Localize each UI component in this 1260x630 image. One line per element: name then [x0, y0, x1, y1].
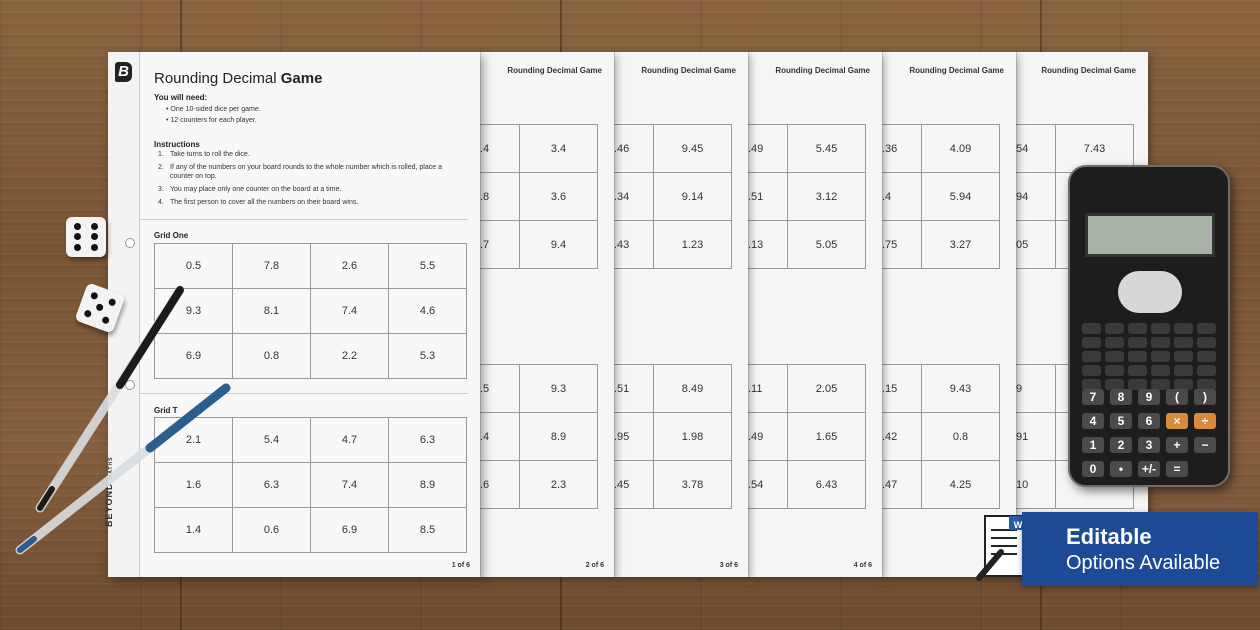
- page-number: 4 of 6: [853, 562, 872, 569]
- grid-cell: .5: [480, 365, 520, 413]
- calculator-function-key[interactable]: [1174, 365, 1193, 376]
- badge-line-2: Options Available: [1066, 552, 1221, 574]
- calculator-key[interactable]: 1: [1082, 437, 1104, 453]
- grid-cell: 8.1: [233, 289, 311, 334]
- table-row: [480, 413, 598, 461]
- list-item: [158, 150, 458, 159]
- grid-cell: 6.43: [788, 461, 866, 509]
- calculator-function-key[interactable]: [1105, 337, 1124, 348]
- table-row: [748, 365, 866, 413]
- list-item: • 12 counters for each player.: [166, 117, 261, 124]
- table-row: [614, 125, 732, 173]
- table-row: [480, 365, 598, 413]
- list-item: [158, 163, 458, 181]
- grid-cell: .49: [748, 125, 788, 173]
- calculator-function-key[interactable]: [1197, 337, 1216, 348]
- calculator-function-key[interactable]: [1082, 351, 1101, 362]
- page-number: 2 of 6: [585, 562, 604, 569]
- calculator-key[interactable]: 9: [1138, 389, 1160, 405]
- table-row: [614, 221, 732, 269]
- step-number: 1.: [158, 151, 164, 158]
- calculator-key[interactable]: 2: [1110, 437, 1132, 453]
- grid-cell: 1.98: [654, 413, 732, 461]
- page-title: [154, 70, 322, 87]
- calculator-key[interactable]: 3: [1138, 437, 1160, 453]
- grid-cell: .51: [614, 365, 654, 413]
- dice-pip: [91, 223, 98, 230]
- grid-cell: 8.5: [389, 508, 467, 553]
- grid-cell: 0.8: [922, 413, 1000, 461]
- grid-cell: 4.25: [922, 461, 1000, 509]
- page-number: 1 of 6: [451, 562, 470, 569]
- sheet-grid-bottom: [881, 364, 1000, 509]
- grid-cell: 2.3: [520, 461, 598, 509]
- grid-cell: 8.49: [654, 365, 732, 413]
- calculator-dpad: [1118, 271, 1182, 313]
- grid-cell: 7.8: [233, 244, 311, 289]
- calculator-function-key[interactable]: [1151, 351, 1170, 362]
- grid-cell: 0.6: [233, 508, 311, 553]
- calculator-key[interactable]: ×: [1166, 413, 1188, 429]
- table-row: [614, 461, 732, 509]
- sheet-grid-top: [881, 124, 1000, 269]
- calculator-function-key[interactable]: [1082, 337, 1101, 348]
- grid-cell: 5.4: [233, 418, 311, 463]
- grid-cell: .46: [614, 125, 654, 173]
- dice: [66, 217, 106, 257]
- calculator-key[interactable]: 6: [1138, 413, 1160, 429]
- grid-cell: 5.94: [922, 173, 1000, 221]
- grid-cell: 8.9: [520, 413, 598, 461]
- calculator-function-key[interactable]: [1174, 337, 1193, 348]
- table-row: [614, 365, 732, 413]
- sheet-title: Rounding Decimal Game: [909, 66, 1004, 75]
- grid-cell: 1.65: [788, 413, 866, 461]
- grid-cell: .4: [882, 173, 922, 221]
- grid-cell: .4: [480, 413, 520, 461]
- punch-hole: [125, 238, 135, 248]
- sheet-title: Rounding Decimal Game: [1041, 66, 1136, 75]
- step-text: The first person to cover all the numbers on their board wins.: [170, 199, 359, 206]
- title-bold: Game: [280, 70, 323, 87]
- grid-cell: .8: [480, 173, 520, 221]
- grid-cell: .51: [748, 173, 788, 221]
- grid-cell: 1.4: [155, 508, 233, 553]
- table-row: [480, 221, 598, 269]
- calculator-function-key[interactable]: [1128, 351, 1147, 362]
- grid-cell: 6.3: [389, 418, 467, 463]
- calculator-function-key[interactable]: [1197, 365, 1216, 376]
- grid-cell: 1.23: [654, 221, 732, 269]
- needs-list: [166, 106, 261, 128]
- calculator-key[interactable]: 5: [1110, 413, 1132, 429]
- calculator-key[interactable]: +/-: [1138, 461, 1160, 477]
- calculator-function-key[interactable]: [1082, 365, 1101, 376]
- grid-cell: 9.14: [654, 173, 732, 221]
- grid-cell: 9.43: [922, 365, 1000, 413]
- grid-cell: .15: [882, 365, 922, 413]
- need-label: You will need:: [154, 93, 208, 102]
- calculator-function-key[interactable]: [1197, 323, 1216, 334]
- grid-cell: .34: [614, 173, 654, 221]
- grid-cell: 0.8: [233, 334, 311, 379]
- grid-cell: 91: [1016, 413, 1056, 461]
- calculator-function-key[interactable]: [1174, 323, 1193, 334]
- grid-cell: 5.3: [389, 334, 467, 379]
- title-normal: Rounding Decimal: [154, 70, 281, 87]
- grid-cell: 9.3: [520, 365, 598, 413]
- table-row: [882, 221, 1000, 269]
- grid-cell: 6.3: [233, 463, 311, 508]
- editable-badge[interactable]: [1022, 512, 1258, 586]
- worksheet-page: [614, 52, 748, 577]
- calculator-key[interactable]: ): [1194, 389, 1216, 405]
- grid-cell: .49: [748, 413, 788, 461]
- dice-pip: [74, 244, 81, 251]
- grid-cell: 3.12: [788, 173, 866, 221]
- grid-cell: 5.5: [389, 244, 467, 289]
- worksheet-page: [748, 52, 882, 577]
- calculator-display: [1085, 213, 1215, 257]
- step-text: Take turns to roll the dice.: [170, 151, 250, 158]
- calculator-function-key[interactable]: [1128, 323, 1147, 334]
- grid-cell: 9.4: [520, 221, 598, 269]
- dice-pip: [91, 244, 98, 251]
- table-row: [882, 413, 1000, 461]
- calculator-function-key[interactable]: [1151, 323, 1170, 334]
- calculator-function-key[interactable]: [1105, 351, 1124, 362]
- grid-cell: 2.2: [311, 334, 389, 379]
- grid-cell: 05: [1016, 221, 1056, 269]
- grid-cell: 0.5: [155, 244, 233, 289]
- dice-pip: [74, 223, 81, 230]
- grid-cell: 7.4: [311, 463, 389, 508]
- table-row: [882, 365, 1000, 413]
- table-row: [882, 461, 1000, 509]
- grid-cell: 8.9: [389, 463, 467, 508]
- calculator-key[interactable]: −: [1194, 437, 1216, 453]
- page-number: 3 of 6: [719, 562, 738, 569]
- grid-cell: 3.6: [520, 173, 598, 221]
- calculator-function-key[interactable]: [1151, 365, 1170, 376]
- calculator-key[interactable]: 8: [1110, 389, 1132, 405]
- grid-cell: .43: [614, 221, 654, 269]
- table-row: [480, 173, 598, 221]
- table-row: [614, 413, 732, 461]
- grid-cell: 7.4: [311, 289, 389, 334]
- worksheet-page: [882, 52, 1016, 577]
- table-row: [614, 173, 732, 221]
- calculator-function-key[interactable]: [1151, 337, 1170, 348]
- sheet-title: Rounding Decimal Game: [775, 66, 870, 75]
- grid-cell: 10: [1016, 461, 1056, 509]
- table-row: [480, 461, 598, 509]
- grid-cell: .45: [614, 461, 654, 509]
- step-number: 4.: [158, 199, 164, 206]
- grid-cell: 4.6: [389, 289, 467, 334]
- grid-cell: 2.1: [155, 418, 233, 463]
- sheet-title: Rounding Decimal Game: [641, 66, 736, 75]
- grid-cell: 3.4: [520, 125, 598, 173]
- calculator-key[interactable]: 7: [1082, 389, 1104, 405]
- step-text: You may place only one counter on the board at a time.: [170, 186, 342, 193]
- table-row: [882, 173, 1000, 221]
- dice-pip: [91, 233, 98, 240]
- grid-cell: 2.05: [788, 365, 866, 413]
- step-number: 3.: [158, 186, 164, 193]
- word-icon: W: [1013, 520, 1023, 530]
- table-row: [882, 125, 1000, 173]
- list-item: [158, 198, 458, 207]
- step-text: If any of the numbers on your board rounds to the whole number which is rolled, place a counter on top.: [170, 164, 442, 180]
- calculator-function-key[interactable]: [1174, 351, 1193, 362]
- grid-cell: 94: [1016, 173, 1056, 221]
- calculator-key[interactable]: 4: [1082, 413, 1104, 429]
- grid-cell: .75: [882, 221, 922, 269]
- badge-line-1: Editable: [1066, 524, 1152, 549]
- divider: [140, 219, 468, 220]
- table-row: [748, 461, 866, 509]
- sheet-grid-bottom: [747, 364, 866, 509]
- list-item: • One 10-sided dice per game.: [166, 106, 261, 113]
- table-row: [748, 221, 866, 269]
- grid-cell: 3.78: [654, 461, 732, 509]
- calculator-function-key[interactable]: [1197, 351, 1216, 362]
- grid-cell: 5.05: [788, 221, 866, 269]
- table-row: [748, 125, 866, 173]
- calculator-function-key[interactable]: [1105, 323, 1124, 334]
- grid-cell: .42: [882, 413, 922, 461]
- grid-cell: 4.09: [922, 125, 1000, 173]
- brand-name: BEYOND: [104, 482, 114, 527]
- calculator-function-key[interactable]: [1128, 337, 1147, 348]
- grid-cell: 7.43: [1056, 125, 1134, 173]
- calculator-function-key[interactable]: [1082, 323, 1101, 334]
- grid-cell: 1.6: [155, 463, 233, 508]
- sheet-grid-bottom: [479, 364, 598, 509]
- table-row: [748, 173, 866, 221]
- grid-cell: 6.9: [155, 334, 233, 379]
- grid-two-label: Grid T: [154, 406, 178, 415]
- grid-cell: 3.27: [922, 221, 1000, 269]
- calculator-key[interactable]: +: [1166, 437, 1188, 453]
- grid-cell: 6.9: [311, 508, 389, 553]
- grid-cell: 9: [1016, 365, 1056, 413]
- sheet-grid-top: [747, 124, 866, 269]
- instructions-list: [158, 150, 458, 211]
- blue-pen: [20, 388, 226, 550]
- grid-cell: 5.45: [788, 125, 866, 173]
- grid-cell: .47: [882, 461, 922, 509]
- table-row: [480, 125, 598, 173]
- calculator-key[interactable]: 0: [1082, 461, 1104, 477]
- calculator-key[interactable]: ÷: [1194, 413, 1216, 429]
- sheet-grid-top: [613, 124, 732, 269]
- grid-cell: .11: [748, 365, 788, 413]
- grid-cell: 9.3: [155, 289, 233, 334]
- grid-cell: .4: [480, 125, 520, 173]
- pens: [0, 270, 260, 570]
- table-row: [748, 413, 866, 461]
- grid-cell: .36: [882, 125, 922, 173]
- grid-one-label: Grid One: [154, 231, 189, 240]
- grid-cell: 9.45: [654, 125, 732, 173]
- calculator-key[interactable]: =: [1166, 461, 1188, 477]
- sheet-title: Rounding Decimal Game: [507, 66, 602, 75]
- brand-sub: MATHS: [108, 456, 114, 479]
- instructions-label: Instructions: [154, 140, 200, 149]
- grid-cell: .54: [748, 461, 788, 509]
- grid-cell: 54: [1016, 125, 1056, 173]
- grid-cell: 2.6: [311, 244, 389, 289]
- grid-cell: 4.7: [311, 418, 389, 463]
- grid-cell: .13: [748, 221, 788, 269]
- beyond-logo: B: [115, 62, 132, 82]
- calculator-key[interactable]: •: [1110, 461, 1132, 477]
- calculator-function-key[interactable]: [1105, 365, 1124, 376]
- grid-cell: .7: [480, 221, 520, 269]
- list-item: [158, 185, 458, 194]
- grid-cell: .6: [480, 461, 520, 509]
- calculator-function-key[interactable]: [1128, 365, 1147, 376]
- step-number: 2.: [158, 164, 164, 171]
- grid-cell: .95: [614, 413, 654, 461]
- sheet-grid-top: [479, 124, 598, 269]
- worksheet-page: [480, 52, 614, 577]
- calculator-key[interactable]: (: [1166, 389, 1188, 405]
- sheet-grid-bottom: [613, 364, 732, 509]
- calculator: [1068, 165, 1230, 487]
- dice-pip: [74, 233, 81, 240]
